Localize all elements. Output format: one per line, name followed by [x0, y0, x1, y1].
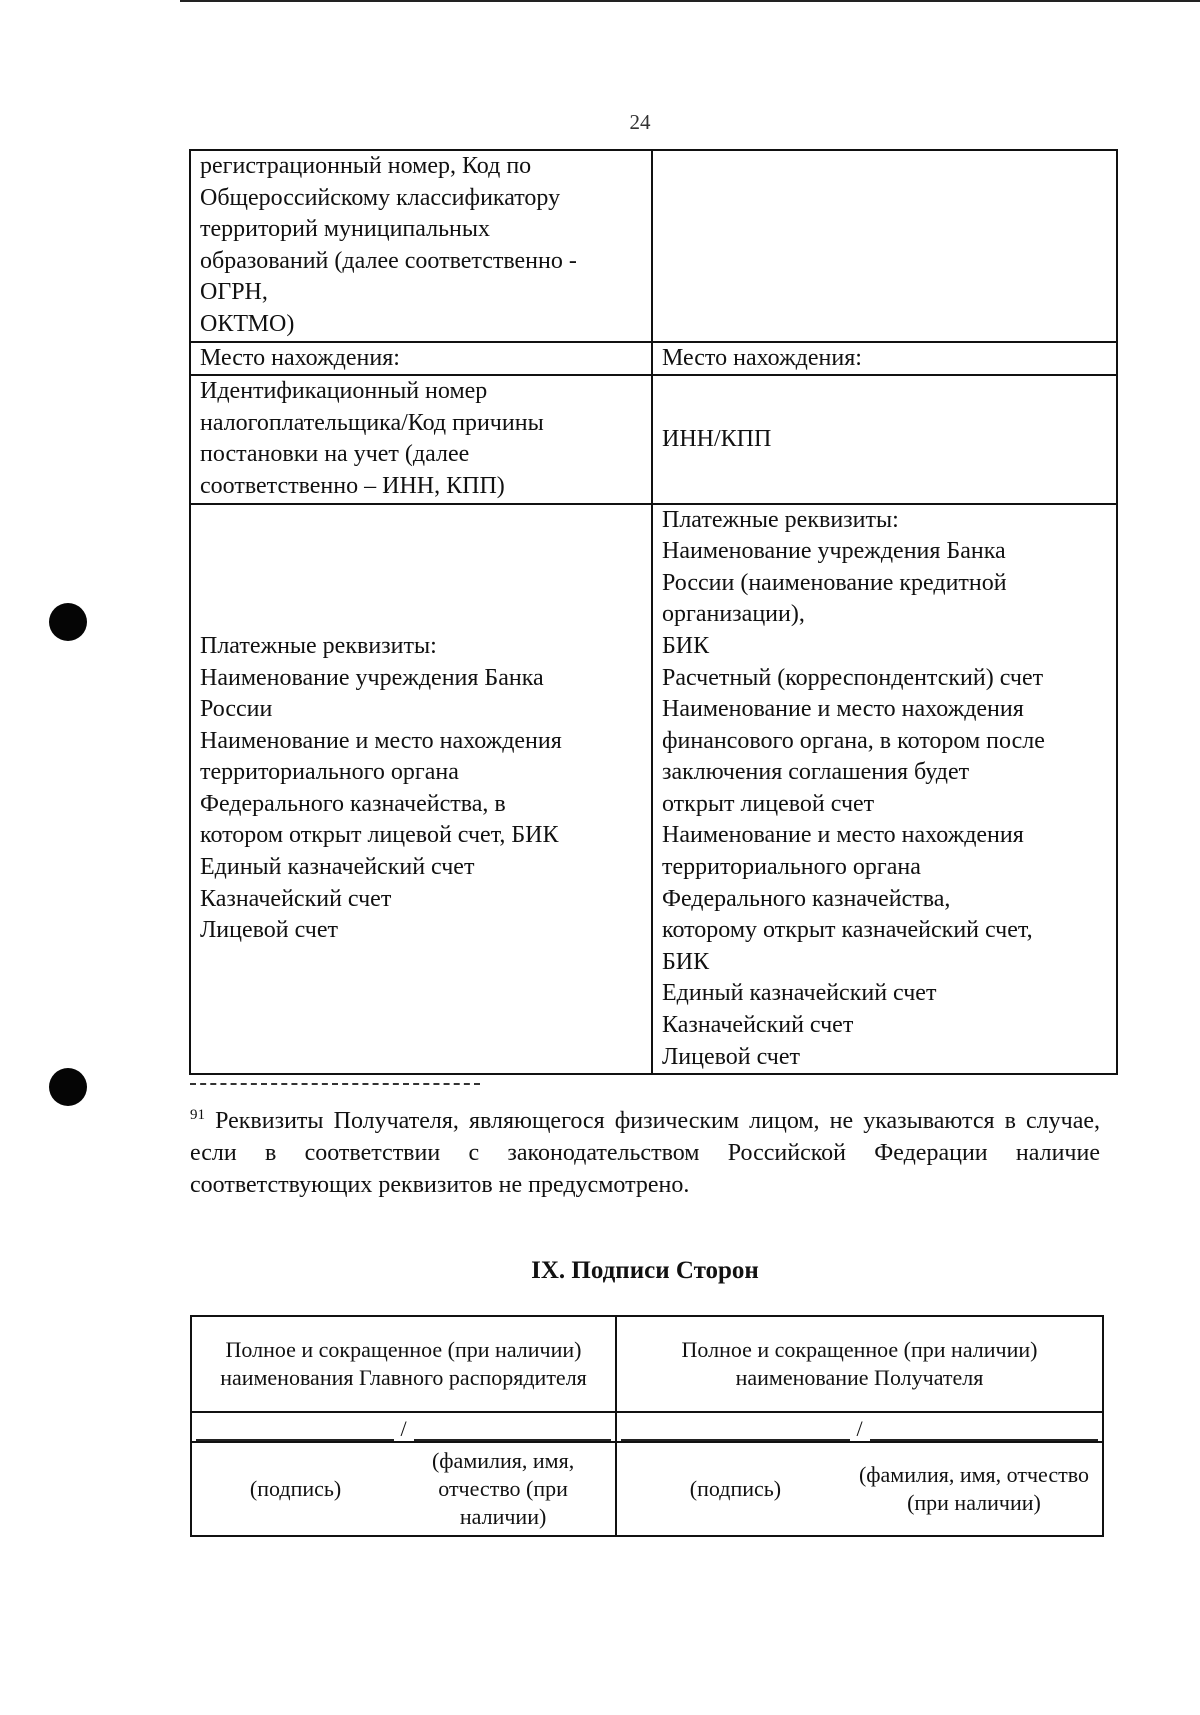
cell-text-line: Наименование и место нахождения — [662, 696, 1024, 723]
row-payment-right — [652, 504, 1117, 1075]
cell-text-line: Наименование и место нахождения — [662, 822, 1024, 849]
cell-lines — [662, 505, 1107, 1074]
cell-text-line: постановки на учет (далее — [200, 441, 470, 468]
row-address-left — [190, 342, 652, 376]
cell-text-line: которому открыт казначейский счет, — [662, 917, 1033, 944]
cell-text-line: Единый казначейский счет — [200, 854, 475, 881]
cell-text-line: открыт лицевой счет — [662, 790, 875, 817]
name-underline — [870, 1415, 1099, 1441]
fio-caption: (фамилия, имя, отчество (при наличии) — [858, 1462, 1089, 1515]
cell-text-line: России — [200, 696, 273, 723]
cell-lines — [200, 343, 642, 375]
signature-caption: (подпись) — [249, 1476, 342, 1501]
cell-text-line: Наименование и место нахождения — [200, 727, 562, 754]
page-top-border — [180, 0, 1200, 2]
left-signature-captions — [191, 1442, 616, 1536]
cell-text-line: ИНН/КПП — [662, 425, 772, 452]
table-row — [190, 150, 1117, 342]
footnote — [190, 1099, 1100, 1201]
footnote-text: Реквизиты Получателя, являющегося физическим лицом, не указываются в случае, если в соответствии с законодательством Российской Федерации наличие соответствующих реквизитов не предусмотрено. — [190, 1108, 1100, 1198]
cell-text-line: Казначейский счет — [662, 1012, 854, 1039]
table-row — [191, 1316, 1103, 1412]
signatures-table — [190, 1315, 1104, 1537]
cell-text-line: регистрационный номер, Код по — [200, 153, 532, 179]
cell-text-line: территориального органа — [662, 854, 921, 881]
punch-hole-top — [49, 603, 87, 641]
right-signature-line-cell — [616, 1412, 1103, 1442]
cell-text-line: территорий муниципальных — [200, 216, 491, 243]
signature-caption: (подпись) — [689, 1476, 782, 1501]
name-underline — [414, 1415, 612, 1441]
cell-text-line: ОГРН, — [200, 279, 268, 306]
row-ogrn-right — [652, 150, 1117, 342]
footnote-marker: 91 — [190, 1107, 205, 1123]
signature-underline — [196, 1415, 394, 1441]
requisites-table — [189, 149, 1118, 1075]
cell-text-line: организации), — [662, 601, 805, 628]
signature-line — [617, 1413, 1102, 1441]
row-inn-left — [190, 375, 652, 503]
cell-text-line: Расчетный (корреспондентский) счет — [662, 664, 1044, 691]
cell-text-line: финансового органа, в котором после — [662, 727, 1045, 754]
cell-text-line: соответственно – ИНН, КПП) — [200, 472, 505, 499]
left-party-header: Полное и сокращенное (при наличии) наименования Главного распорядителя — [191, 1316, 616, 1412]
fio-caption: (фамилия, имя, отчество (при наличии) — [431, 1448, 575, 1529]
cell-text-line: котором открыт лицевой счет, БИК — [200, 822, 559, 849]
cell-text-line: Платежные реквизиты: — [200, 632, 437, 659]
cell-text-line: Казначейский счет — [200, 885, 392, 912]
cell-text-line: Единый казначейский счет — [662, 980, 937, 1007]
cell-text-line: Лицевой счет — [200, 917, 339, 944]
left-signature-line-cell — [191, 1412, 616, 1442]
cell-text-line: Наименование учреждения Банка — [200, 664, 544, 691]
page-number: 24 — [629, 110, 651, 134]
cell-text-line: Место нахождения: — [662, 344, 862, 371]
right-party-header: Полное и сокращенное (при наличии) наименование Получателя — [616, 1316, 1103, 1412]
row-inn-right — [652, 375, 1117, 503]
table-row — [190, 504, 1117, 1075]
slash: / — [856, 1416, 863, 1441]
cell-lines — [200, 376, 642, 502]
section-title: IX. Подписи Сторон — [531, 1257, 759, 1284]
footnote-separator — [190, 1083, 480, 1085]
cell-lines — [662, 424, 1107, 456]
cell-lines — [662, 343, 1107, 375]
row-address-right — [652, 342, 1117, 376]
table-row — [191, 1412, 1103, 1442]
cell-text-line: Идентификационный номер — [200, 378, 488, 405]
signature-underline — [621, 1415, 850, 1441]
cell-text-line: России (наименование кредитной — [662, 569, 1007, 596]
cell-text-line: Наименование учреждения Банка — [662, 538, 1006, 565]
table-row — [190, 342, 1117, 376]
cell-text-line: Федерального казначейства, — [662, 885, 951, 912]
right-signature-captions — [616, 1442, 1103, 1536]
table-row — [191, 1442, 1103, 1536]
cell-text-line: заключения соглашения будет — [662, 759, 970, 786]
cell-lines — [200, 151, 642, 341]
row-ogrn-left — [190, 150, 652, 342]
cell-text-line: Место нахождения: — [200, 344, 400, 371]
cell-text-line: Лицевой счет — [662, 1043, 801, 1070]
cell-text-line: территориального органа — [200, 759, 459, 786]
cell-text-line: ОКТМО) — [200, 310, 295, 337]
row-payment-left — [190, 504, 652, 1075]
cell-text-line: Общероссийскому классификатору — [200, 184, 561, 211]
cell-text-line: БИК — [662, 632, 710, 659]
cell-text-line: Платежные реквизиты: — [662, 506, 899, 533]
cell-lines — [200, 631, 642, 947]
cell-text-line: Федерального казначейства, в — [200, 790, 506, 817]
punch-hole-bottom — [49, 1068, 87, 1106]
slash: / — [400, 1416, 407, 1441]
signature-line — [192, 1413, 615, 1441]
cell-text-line: налогоплательщика/Код причины — [200, 409, 544, 436]
table-row — [190, 375, 1117, 503]
cell-text-line: БИК — [662, 948, 710, 975]
cell-text-line: образований (далее соответственно - — [200, 247, 577, 274]
